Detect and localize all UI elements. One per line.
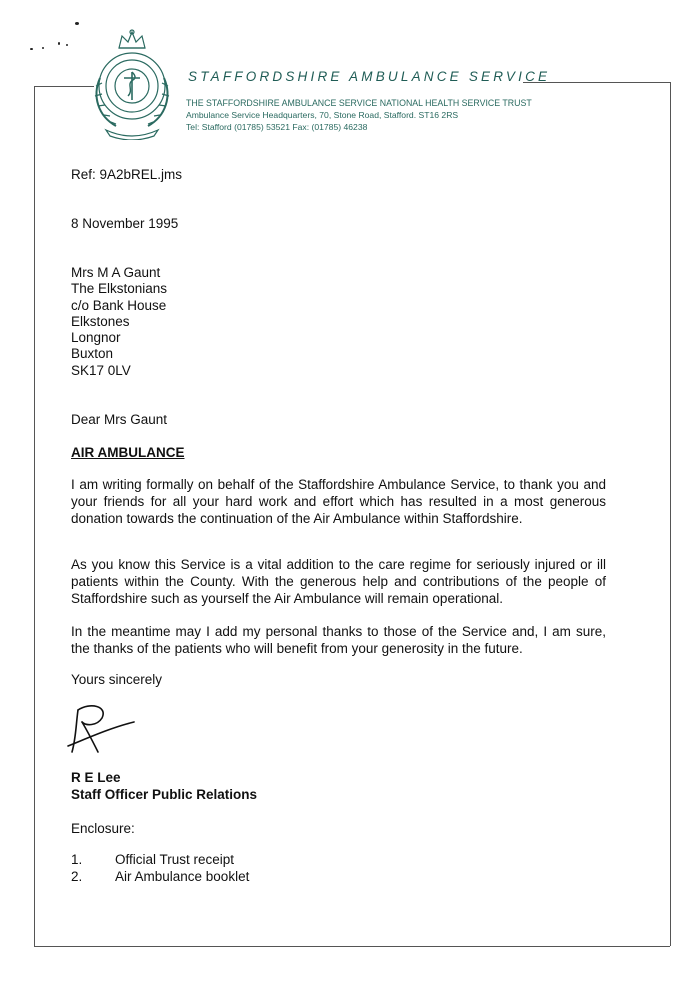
page-frame-top-left (34, 86, 94, 87)
page-frame-left (34, 86, 35, 946)
list-item (71, 851, 249, 868)
salutation: Dear Mrs Gaunt (71, 412, 168, 427)
list-item (71, 868, 249, 885)
signatory-title: Staff Officer Public Relations (71, 787, 258, 802)
letter-date: 8 November 1995 (71, 216, 179, 231)
organisation-name: STAFFORDSHIRE AMBULANCE SERVICE (188, 69, 551, 84)
subject-heading: AIR AMBULANCE (71, 445, 185, 460)
contact-numbers: Tel: Stafford (01785) 53521 Fax: (01785) 46238 (186, 122, 368, 132)
scan-speck (58, 42, 60, 45)
body-paragraph: I am writing formally on behalf of the Staffordshire Ambulance Service, to thank you and your friends for all your hard work and effort which has resulted in a most generous donation towards the continuation of the Air Ambulance within Staffordshire. (71, 477, 606, 526)
signatory-name: R E Lee (71, 770, 121, 785)
scan-speck (42, 47, 44, 49)
page-frame-bottom (34, 946, 670, 947)
body-paragraph: As you know this Service is a vital addition to the care regime for seriously injured or ill patients within the County. With the generous help and contributions of the people of Staffordshire such as yourself the Air Ambulance will remain operational. (71, 557, 606, 606)
list-text: Official Trust receipt (115, 852, 235, 867)
scan-speck (30, 48, 33, 50)
list-number: 1. (71, 852, 83, 867)
list-number: 2. (71, 869, 83, 884)
scan-speck (66, 44, 68, 46)
ambulance-crest-icon (86, 26, 178, 140)
address-line: The Elkstonians (71, 281, 168, 297)
enclosure-list (71, 851, 249, 885)
recipient-address (71, 264, 167, 378)
closing: Yours sincerely (71, 672, 163, 687)
page-frame-right (670, 82, 671, 946)
address-line: Mrs M A Gaunt (71, 265, 161, 280)
address-line: c/o Bank House (71, 297, 167, 313)
handwritten-signature-icon (64, 700, 136, 758)
address-line: SK17 0LV (71, 362, 131, 378)
trust-name: THE STAFFORDSHIRE AMBULANCE SERVICE NATIONAL HEALTH SERVICE TRUST (186, 98, 532, 108)
address-line: Elkstones (71, 313, 130, 329)
list-text: Air Ambulance booklet (115, 869, 250, 884)
enclosure-label: Enclosure: (71, 821, 135, 836)
address-line: Buxton (71, 346, 114, 362)
scan-speck (75, 22, 79, 25)
body-paragraph: In the meantime may I add my personal thanks to those of the Service and, I am sure, the thanks of the patients who will benefit from your generosity in the future. (71, 624, 606, 656)
reference: Ref: 9A2bREL.jms (71, 167, 183, 182)
address-line: Longnor (71, 330, 121, 346)
headquarters-address: Ambulance Service Headquarters, 70, Stone Road, Stafford. ST16 2RS (186, 110, 459, 120)
